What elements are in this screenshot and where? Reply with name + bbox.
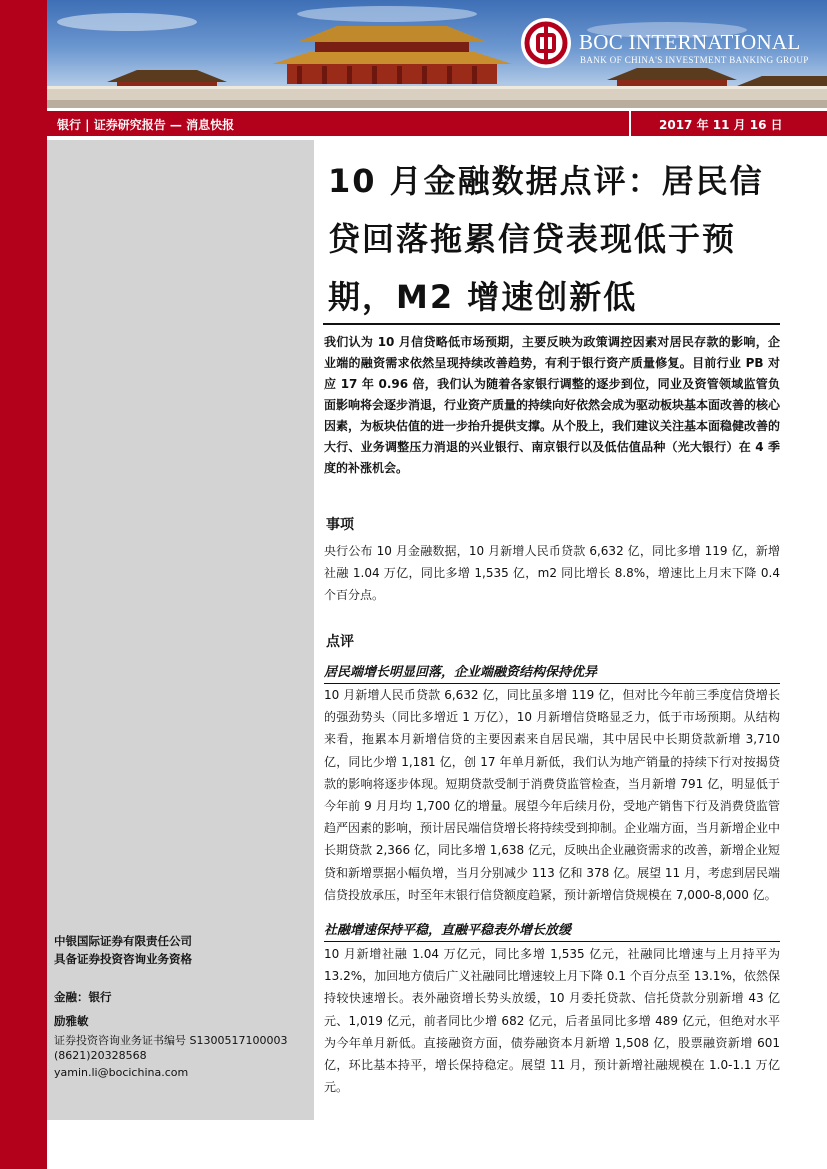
- brand-name: BOC INTERNATIONAL: [579, 30, 801, 54]
- brand-tagline: BANK OF CHINA'S INVESTMENT BANKING GROUP: [580, 55, 809, 65]
- sidebar-panel: [47, 140, 314, 1120]
- sidebar-sector: 金融：银行: [54, 990, 112, 1004]
- boc-logo-emblem: [521, 18, 571, 68]
- subsection-heading-2: 社融增速保持平稳，直融平稳表外增长放缓: [324, 919, 780, 942]
- left-red-strip: [0, 0, 47, 1169]
- section-event-text: 央行公布 10 月金融数据，10 月新增人民币贷款 6,632 亿，同比多增 119 亿，新增社融 1.04 万亿，同比多增 1,535 亿，m2 同比增长 8.8%，增速比上月末下降 0.4 个百分点。: [324, 544, 780, 603]
- sidebar-license: 证券投资咨询业务证书编号 S1300517100003: [54, 1034, 288, 1047]
- title-divider: [323, 323, 780, 325]
- sidebar-qualification: 具备证券投资咨询业务资格: [54, 952, 192, 966]
- sidebar-phone: (8621)20328568: [54, 1049, 147, 1062]
- subsection-text-1: 10 月新增人民币贷款 6,632 亿，同比虽多增 119 亿，但对比今年前三季度信贷增长的强劲势头（同比多增近 1 万亿），10 月新增信贷略显乏力，低于市场预期。从结构来看，拖累本月新增信贷的主要因素来自居民端，其中居民中长期贷款新增 3,710 亿，同比少增 1,181 亿，创 17 年单月新低，我们认为地产销量的持续下行对按揭贷款的影响将逐步体现。短期贷款受制于消费贷监管检查，当月新增 791 亿，明显低于今年前 9 月月均 1,700 亿的增量。展望今年后续月份，受地产销售下行及消费贷监管趋严因素的影响，预计居民端信贷增长将持续受到抑制。企业端方面，当月新增企业中长期贷款 2,366 亿，同比多增 1,638 亿元，反映出企业融资需求的改善，新增企业短贷和新增票据小幅负增，当月分别减少 113 亿和 378 亿。展望 11 月，考虑到居民端信贷投放承压，时至年末银行信贷额度趋紧，预计新增信贷规模在 7,000-8,000 亿。: [324, 688, 781, 902]
- sidebar-company: 中银国际证券有限责任公司: [54, 934, 192, 948]
- header-banner: [47, 0, 827, 108]
- report-summary: 我们认为 10 月信贷略低市场预期，主要反映为政策调控因素对居民存款的影响，企业端的融资需求依然呈现持续改善趋势，有利于银行资产质量修复。目前行业 PB 对应 17 年 0.96 倍，我们认为随着各家银行调整的逐步到位，同业及资管领域监管负面影响将会逐步消退，行业资产质量的持续向好依然会成为驱动板块基本面改善的核心因素，为板块估值的进一步抬升提供支撑。从个股上，我们建议关注基本面稳健改善的大行、业务调整压力消退的兴业银行、南京银行以及低估值品种（光大银行）在 4 季度的补涨机会。: [324, 335, 781, 475]
- breadcrumb-bar: [47, 111, 629, 136]
- date-bar: [631, 111, 827, 136]
- report-title: 10 月金融数据点评：居民信贷回落拖累信贷表现低于预期，M2 增速创新低: [328, 162, 764, 316]
- subsection-text-2: 10 月新增社融 1.04 万亿元，同比多增 1,535 亿元，社融同比增速与上月持平为 13.2%，加回地方债后广义社融同比增速较上月下降 0.1 个百分点至 13.1%，依然保持较快速增长。表外融资增长势头放缓，10 月委托贷款、信托贷款分别新增 43 亿元、1,019 亿元，前者同比少增 682 亿元，后者虽同比多增 489 亿元，但绝对水平为今年单月新低。直接融资方面，债券融资本月新增 1,508 亿，股票融资新增 601 亿，环比基本持平，增长保持稳定。展望 11 月，预计新增社融规模在 1.0-1.1 万亿元。: [324, 947, 780, 1095]
- boc-logo: [521, 18, 821, 74]
- boc-coin-icon: [523, 20, 569, 66]
- report-date: 2017 年 11 月 16 日: [659, 118, 783, 132]
- sidebar-email[interactable]: yamin.li@bocichina.com: [54, 1066, 189, 1079]
- breadcrumb: 银行 | 证券研究报告 — 消息快报: [57, 118, 235, 132]
- section-heading-event: 事项: [326, 517, 354, 533]
- sidebar-analyst-name: 励雅敏: [54, 1014, 89, 1028]
- section-heading-comment: 点评: [326, 634, 354, 650]
- subsection-heading-1: 居民端增长明显回落，企业端融资结构保持优异: [324, 661, 780, 684]
